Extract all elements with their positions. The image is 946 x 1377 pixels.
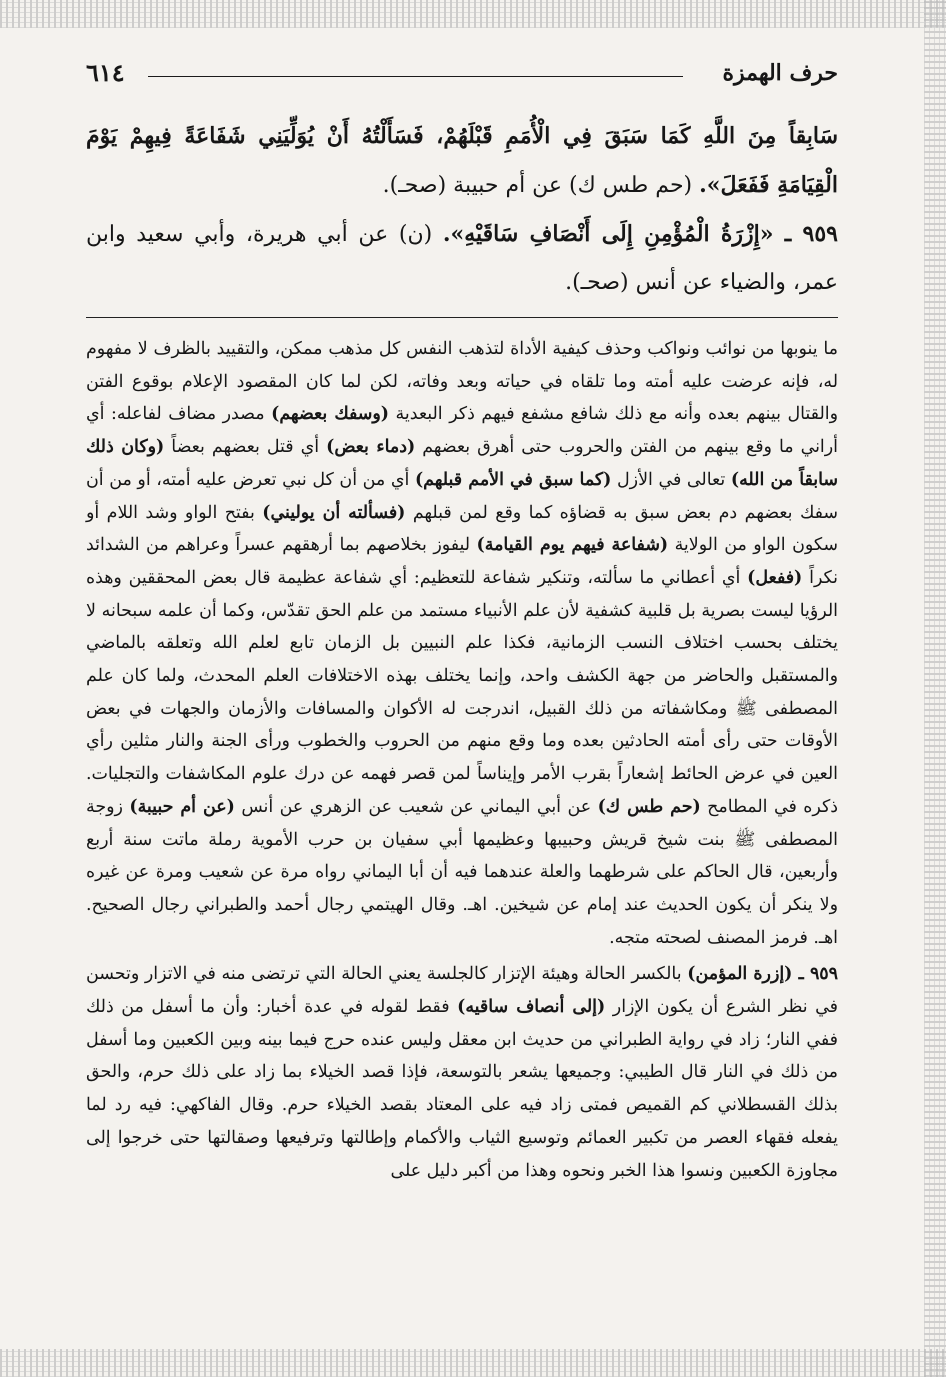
- text-run: ليفوز بخلاصهم بما أرهقهم عسراً وعراهم من الشدائد نكراً: [86, 535, 838, 588]
- section-divider: [86, 317, 838, 318]
- quoted-phrase: (عن أم حبيبة): [129, 796, 235, 817]
- text-run: بفتح الواو وشد اللام أو سكون الواو من الولاية: [86, 502, 838, 556]
- text-run: زوجة المصطفى ﷺ بنت شيخ قريش وحبيبها وعظيمها أبي سفيان بن حرب الأموية رملة ماتت سنة أربع وأربعين، قال الحاكم على شرطهما والعلة عندهما فيه أن أبا اليماني رواه مرة عن شعيب ومرة عن غيره ولا ينكر أن يكون الحديث عند إمام عن شيخين. اهـ. وقال الهيتمي رجال أحمد والطبراني رجال الصحيح. اهـ. فرمز المصنف لصحته متجه.: [86, 796, 838, 948]
- entry-number: ٩٥٩ ـ: [792, 964, 838, 985]
- entry-959: [86, 210, 838, 307]
- quoted-phrase: (إزرة المؤمن): [687, 964, 793, 985]
- quoted-phrase: (شفاعة فيهم يوم القيامة): [476, 535, 669, 556]
- text-run: فقط لقوله في عدة أخبار: وأن ما أسفل من ذلك ففي النار؛ زاد في رواية الطبراني من حديث ابن معقل وليس عنده حرج فيما بينه وبين الكعبين وما أسفل من ذلك في النار قال الطيبي: وجميعها يشعر بالتوسعة، فإذا قصد الخيلاء بما زاد على ذلك حرم، والحق بذلك القسطلاني كم القميص فمتى زاد فيه على المعتاد بقصد الخيلاء حرم. وقال الفاكهي: فيه رد لما يفعله فقهاء العصر من تكبير العمائم وتوسيع الثياب والأكمام وإطالتها وترفيعها وصقالتها حتى خرجوا إلى مجاوزة الكعبين ونسوا هذا الخبر ونحوه وهذا من أكبر دليل على: [86, 997, 838, 1181]
- main-hadith-text: [86, 112, 838, 307]
- quoted-phrase: (إلى أنصاف ساقيه): [457, 997, 606, 1018]
- hadith-text: سَابِقاً مِنَ اللَّهِ كَمَا سَبَقَ فِي الْأُمَمِ قَبْلَهُمْ، فَسَأَلْتُهُ أَنْ يُوَلِّيَنِي شَفَاعَةً فِيهِمْ يَوْمَ الْقِيَامَةِ فَفَعَلَ».: [86, 123, 838, 198]
- quoted-phrase: (كما سبق في الأمم قبلهم): [414, 469, 612, 490]
- quoted-phrase: (دماء بعض): [326, 437, 416, 458]
- hadith-reference: (ن) عن أبي هريرة، وأبي سعيد وابن عمر، والضياء عن أنس (صحـ).: [86, 222, 838, 295]
- hadith-continuation: [86, 112, 838, 210]
- header-rule: [148, 76, 683, 77]
- page-header: [86, 60, 838, 90]
- quoted-phrase: (وسفك بعضهم): [271, 404, 389, 425]
- quoted-phrase: (فسألته أن يوليني): [262, 502, 406, 523]
- decorative-border-right: [924, 0, 946, 1377]
- quoted-phrase: (ففعل): [747, 567, 803, 588]
- text-run: عن أبي اليماني عن شعيب عن الزهري عن أنس: [234, 796, 598, 817]
- decorative-border-bottom: [0, 1349, 946, 1377]
- quoted-phrase: (حم طس ك): [597, 796, 701, 817]
- commentary-text: [86, 333, 838, 1187]
- text-run: تعالى في الأزل: [611, 469, 731, 490]
- text-run: أي قتل بعضهم بعضاً: [164, 437, 327, 458]
- text-run: ما ينوبها من نوائب ونواكب وحذف كيفية الأداة لتذهب النفس كل مذهب ممكن، والتقييد بالظرف لا مفهوم له، فإنه عرضت عليه أمته وما تلقاه في حياته وبعد وفاته، لكن لما كان المقصود الإعلام بوقوع الفتن والقتال بينهم بعده وأنه مع ذلك شافع مشفع فيهم ذكر البعدية: [86, 339, 838, 425]
- entry-number: ٩٥٩ ـ: [773, 221, 838, 247]
- hadith-reference: (حم طس ك) عن أم حبيبة (صحـ).: [382, 173, 700, 198]
- text-run: مصدر مضاف لفاعله: أي أراني ما وقع بينهم من الفتن والحروب حتى أهرق بعضهم: [86, 404, 838, 458]
- text-run: أي أعطاني ما سألته، وتنكير شفاعة للتعظيم: أي شفاعة عظيمة قال بعض المحققين وهذه الرؤيا ليست بصرية بل قلبية كشفية لأن علم الأنبياء مستمد من علم الحق تقدّس، وكما أن علمه سبحانه لا يختلف بحسب اختلاف النسب الزمانية، فكذا علم النبيين بل الزمان تابع لعلم الله وتعلقه بالماضي والمستقبل والحاضر من جهة الكشف واحد، وإنما يختلف بهذه الاختلافات العلم المحدث، ولما كان علم المصطفى ﷺ ومكاشفاته من ذلك القبيل، اندرجت له الأكوان والمسافات والأزمان والجهات في بعض الأوقات حتى رأى أمته الحادثين بعده وما وقع منهم من الحروب والخطوب ورأى الجنة والنار مثلين رأي العين في عرض الحائط إشعاراً بقرب الأمر وإيناساً لمن قصر فهمه عن درك علوم المكاشفات والتجليات. ذكره في المطامح: [86, 567, 838, 817]
- running-title: حرف الهمزة: [722, 60, 838, 86]
- page-number: ٦١٤: [86, 58, 125, 87]
- text-run: أي من أن كل نبي تعرض عليه أمته، أو من أن سفك بعضهم دم بعض سبق به قضاؤه كما وقع لمن قبلهم: [86, 469, 838, 523]
- commentary-paragraph-1: [86, 333, 838, 954]
- hadith-text: «إِزْرَةُ الْمُؤْمِنِ إِلَى أَنْصَافِ سَاقَيْهِ».: [442, 221, 774, 247]
- decorative-border-top: [0, 0, 946, 28]
- commentary-paragraph-2: [86, 958, 838, 1187]
- text-run: بالكسر الحالة وهيئة الإتزار كالجلسة يعني الحالة التي ترتضى منه في الاتزار وتحسن في نظر الشرع أن يكون الإزار: [86, 964, 838, 1018]
- quoted-phrase: (وكان ذلك سابقاً من الله): [86, 437, 839, 490]
